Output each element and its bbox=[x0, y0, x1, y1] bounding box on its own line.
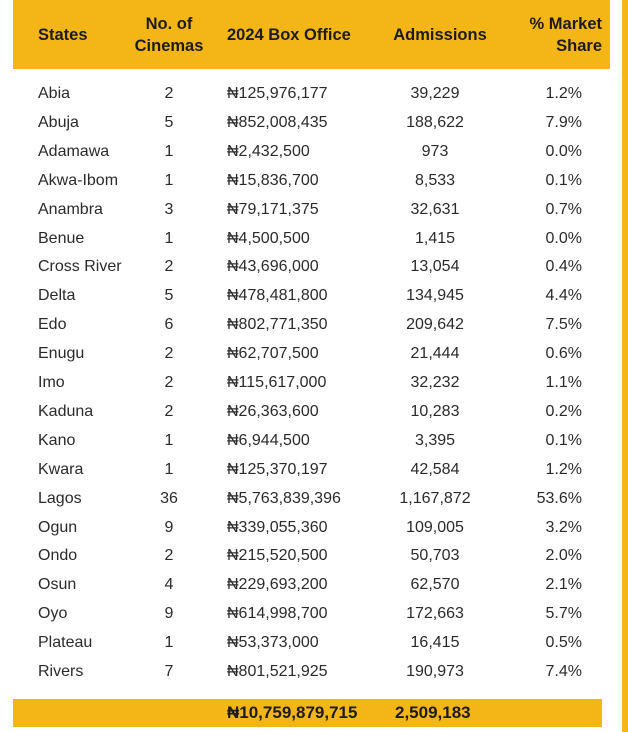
table-row bbox=[0, 225, 628, 253]
row-market-share: 5.7% bbox=[545, 605, 582, 623]
row-box-office: ₦79,171,375 bbox=[227, 200, 319, 218]
row-admissions: 172,663 bbox=[406, 605, 464, 623]
row-state: Kano bbox=[38, 431, 76, 449]
row-market-share: 0.7% bbox=[545, 200, 582, 218]
row-box-office: ₦801,521,925 bbox=[227, 663, 328, 680]
row-cinemas: 1 bbox=[164, 431, 174, 449]
table-row bbox=[0, 109, 628, 137]
row-box-office: ₦852,008,435 bbox=[227, 113, 328, 131]
row-state: Enugu bbox=[38, 345, 85, 363]
row-admissions: 190,973 bbox=[406, 663, 464, 680]
row-state: Lagos bbox=[38, 489, 82, 507]
row-box-office: ₦614,998,700 bbox=[227, 605, 328, 623]
row-cinemas: 4 bbox=[164, 576, 174, 594]
table-row bbox=[0, 571, 628, 599]
row-cinemas: 36 bbox=[160, 489, 178, 507]
row-cinemas: 2 bbox=[164, 85, 174, 102]
table-row bbox=[0, 253, 628, 281]
row-market-share: 0.0% bbox=[545, 229, 582, 247]
row-admissions: 209,642 bbox=[406, 316, 464, 334]
row-market-share: 1.1% bbox=[545, 374, 582, 391]
row-cinemas: 5 bbox=[164, 287, 174, 305]
table-row bbox=[0, 311, 628, 339]
row-cinemas: 3 bbox=[164, 200, 174, 218]
table-row bbox=[0, 138, 628, 166]
header-box-office-label: 2024 Box Office bbox=[227, 25, 351, 44]
row-cinemas: 1 bbox=[164, 460, 174, 478]
table-row bbox=[0, 340, 628, 368]
row-admissions: 188,622 bbox=[406, 113, 464, 131]
row-market-share: 0.5% bbox=[545, 634, 582, 652]
row-market-share: 2.0% bbox=[545, 547, 582, 565]
row-market-share: 7.9% bbox=[545, 113, 582, 131]
table-row bbox=[0, 427, 628, 455]
row-state: Benue bbox=[38, 229, 85, 247]
header-box-office bbox=[227, 0, 351, 69]
row-state: Kwara bbox=[38, 460, 84, 478]
table-row bbox=[0, 167, 628, 195]
row-cinemas: 7 bbox=[164, 663, 174, 680]
table-row bbox=[0, 282, 628, 310]
row-admissions: 8,533 bbox=[414, 171, 456, 189]
row-cinemas: 1 bbox=[164, 142, 174, 160]
table-row bbox=[0, 456, 628, 484]
row-market-share: 1.2% bbox=[545, 460, 582, 478]
row-box-office: ₦43,696,000 bbox=[227, 258, 319, 276]
row-box-office: ₦802,771,350 bbox=[227, 316, 328, 334]
row-admissions: 32,631 bbox=[410, 200, 460, 218]
header-admissions bbox=[380, 0, 500, 69]
row-state: Delta bbox=[38, 287, 76, 305]
header-states-label: States bbox=[38, 25, 88, 44]
row-market-share: 0.1% bbox=[545, 431, 582, 449]
row-state: Adamawa bbox=[38, 142, 110, 160]
header-cinemas bbox=[129, 0, 209, 69]
row-admissions: 973 bbox=[421, 142, 449, 160]
row-cinemas: 6 bbox=[164, 316, 174, 334]
row-market-share: 1.2% bbox=[545, 85, 582, 102]
row-cinemas: 1 bbox=[164, 171, 174, 189]
table-row bbox=[0, 485, 628, 513]
row-cinemas: 5 bbox=[164, 113, 174, 131]
header-states bbox=[38, 0, 88, 69]
row-box-office: ₦125,976,177 bbox=[227, 85, 328, 102]
table-row bbox=[0, 196, 628, 224]
row-market-share: 0.0% bbox=[545, 142, 582, 160]
row-box-office: ₦62,707,500 bbox=[227, 345, 319, 363]
row-admissions: 62,570 bbox=[410, 576, 460, 594]
header-market-share bbox=[500, 0, 602, 69]
table-row bbox=[0, 398, 628, 426]
header-share-line1: % Market bbox=[529, 14, 602, 33]
row-state: Anambra bbox=[38, 200, 103, 218]
row-cinemas: 1 bbox=[164, 229, 174, 247]
table-row bbox=[0, 514, 628, 542]
row-box-office: ₦339,055,360 bbox=[227, 518, 328, 536]
row-state: Osun bbox=[38, 576, 77, 594]
row-box-office: ₦6,944,500 bbox=[227, 431, 310, 449]
row-admissions: 42,584 bbox=[410, 460, 460, 478]
row-box-office: ₦5,763,839,396 bbox=[227, 489, 341, 507]
total-box-office: ₦10,759,879,715 bbox=[227, 703, 358, 722]
row-state: Akwa-Ibom bbox=[38, 171, 119, 189]
row-cinemas: 2 bbox=[164, 345, 174, 363]
table-row bbox=[0, 658, 628, 686]
row-admissions: 1,415 bbox=[414, 229, 456, 247]
row-box-office: ₦4,500,500 bbox=[227, 229, 310, 247]
row-state: Kaduna bbox=[38, 402, 94, 420]
row-cinemas: 2 bbox=[164, 374, 174, 391]
table-row bbox=[0, 369, 628, 397]
row-cinemas: 9 bbox=[164, 605, 174, 623]
row-state: Oyo bbox=[38, 605, 68, 623]
row-state: Abia bbox=[38, 85, 71, 102]
row-market-share: 0.6% bbox=[545, 345, 582, 363]
row-market-share: 0.2% bbox=[545, 402, 582, 420]
header-share-line2: Share bbox=[556, 36, 602, 55]
row-admissions: 50,703 bbox=[410, 547, 460, 565]
header-admissions-label: Admissions bbox=[393, 25, 487, 44]
row-admissions: 32,232 bbox=[410, 374, 460, 391]
row-state: Ogun bbox=[38, 518, 78, 536]
row-state: Abuja bbox=[38, 113, 79, 131]
row-market-share: 7.4% bbox=[545, 663, 582, 680]
row-state: Imo bbox=[38, 374, 65, 391]
row-box-office: ₦478,481,800 bbox=[227, 287, 328, 305]
row-box-office: ₦115,617,000 bbox=[227, 374, 327, 391]
row-market-share: 0.4% bbox=[545, 258, 582, 276]
row-market-share: 3.2% bbox=[545, 518, 582, 536]
row-admissions: 3,395 bbox=[414, 431, 456, 449]
row-state: Plateau bbox=[38, 634, 93, 652]
row-state: Edo bbox=[38, 316, 67, 334]
table-row bbox=[0, 80, 628, 108]
row-state: Cross River bbox=[38, 258, 122, 276]
row-cinemas: 2 bbox=[164, 402, 174, 420]
row-state: Rivers bbox=[38, 663, 84, 680]
row-box-office: ₦229,693,200 bbox=[227, 576, 328, 594]
row-box-office: ₦125,370,197 bbox=[227, 460, 328, 478]
row-box-office: ₦2,432,500 bbox=[227, 142, 310, 160]
row-admissions: 1,167,872 bbox=[399, 489, 471, 507]
row-admissions: 109,005 bbox=[406, 518, 464, 536]
row-market-share: 4.4% bbox=[545, 287, 582, 305]
row-admissions: 16,415 bbox=[410, 634, 460, 652]
table-row bbox=[0, 542, 628, 570]
total-admissions: 2,509,183 bbox=[395, 703, 471, 722]
row-state: Ondo bbox=[38, 547, 78, 565]
table-row bbox=[0, 600, 628, 628]
row-cinemas: 2 bbox=[164, 547, 174, 565]
row-admissions: 134,945 bbox=[406, 287, 464, 305]
row-box-office: ₦53,373,000 bbox=[227, 634, 319, 652]
row-admissions: 13,054 bbox=[410, 258, 460, 276]
row-box-office: ₦15,836,700 bbox=[227, 171, 319, 189]
row-market-share: 7.5% bbox=[545, 316, 582, 334]
row-admissions: 39,229 bbox=[410, 85, 460, 102]
header-cinemas-line2: Cinemas bbox=[134, 36, 204, 55]
row-box-office: ₦26,363,600 bbox=[227, 402, 319, 420]
row-admissions: 10,283 bbox=[410, 402, 460, 420]
header-cinemas-line1: No. of bbox=[145, 14, 193, 33]
table-row bbox=[0, 629, 628, 657]
row-admissions: 21,444 bbox=[410, 345, 460, 363]
row-cinemas: 1 bbox=[164, 634, 174, 652]
row-box-office: ₦215,520,500 bbox=[227, 547, 328, 565]
row-cinemas: 9 bbox=[164, 518, 174, 536]
row-market-share: 53.6% bbox=[536, 489, 582, 507]
row-market-share: 0.1% bbox=[545, 171, 582, 189]
row-market-share: 2.1% bbox=[545, 576, 582, 594]
row-cinemas: 2 bbox=[164, 258, 174, 276]
